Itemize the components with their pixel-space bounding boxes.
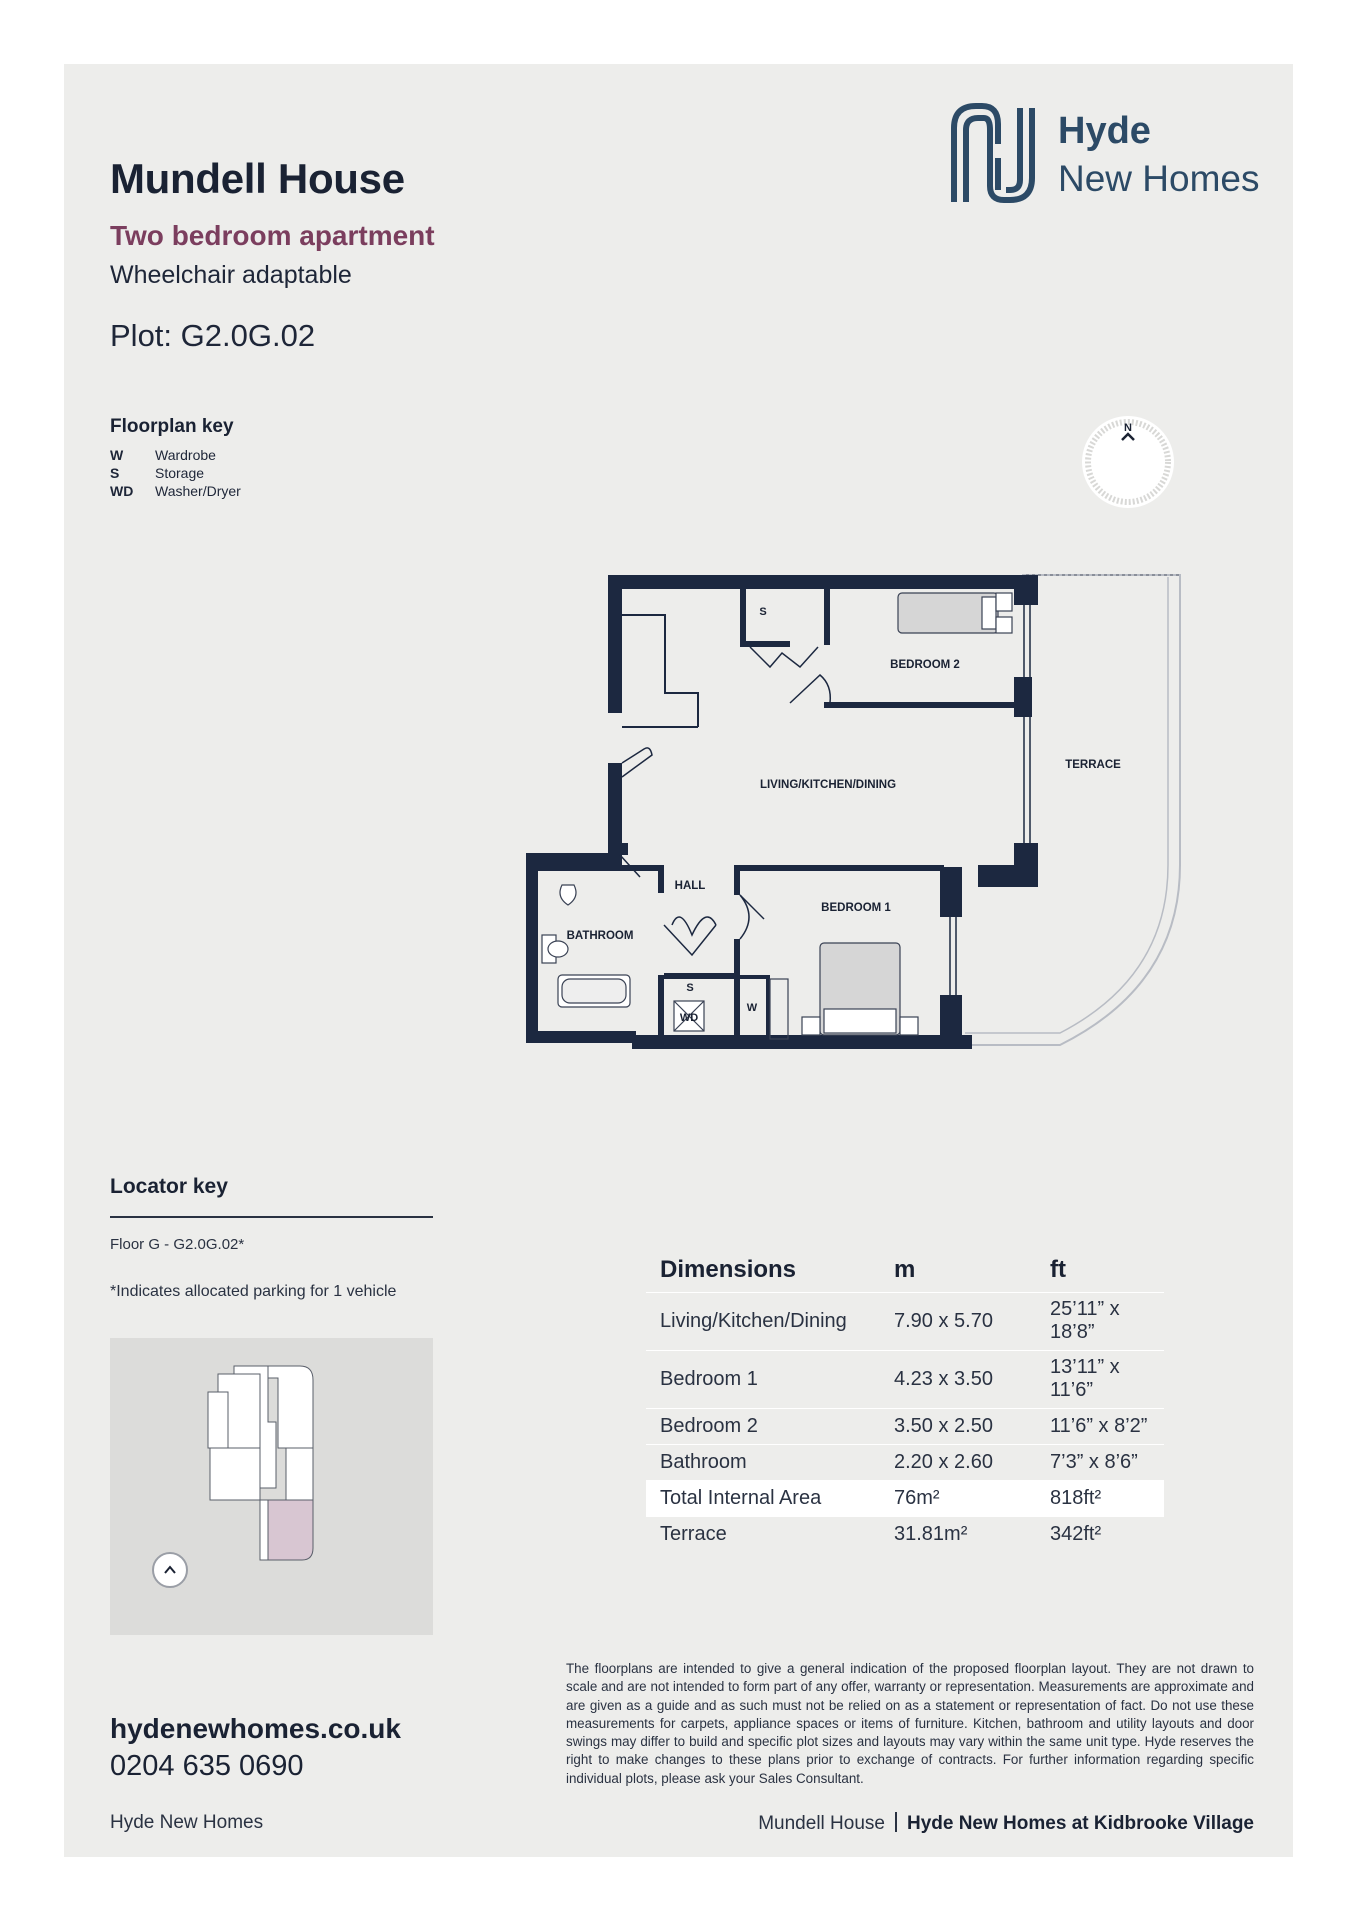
room-label-bathroom: BATHROOM [566, 930, 634, 942]
storage-mark-top: S [759, 606, 767, 618]
locator-floor-label: Floor G - G2.0G.02* [110, 1236, 245, 1253]
building-outline-diagram [110, 1338, 433, 1635]
disclaimer-text: The floorplans are intended to give a general indication of the proposed floorplan layout. They are not drawn to scale and are not intended to form part of any offer, warranty or representation. Measurements are approximate and are given as a guide and as such must not be relied on as a statement or representation of fact. Do not use these measurements for carpets, appliance spaces or items of furniture. Kitchen, bathroom and utility layouts and door swings may differ to build and specific plot sizes and layouts may vary within the same unit type. Hyde reserves the right to make changes to these plans prior to exchange of contracts. For further information regarding specific individual plots, please ask your Sales Consultant. [566, 1661, 1254, 1786]
wardrobe-unit [770, 979, 788, 1039]
table-row: Living/Kitchen/Dining 7.90 x 5.70 25’11” x 18’8” [646, 1293, 1164, 1351]
bathroom-fixtures [542, 885, 630, 1007]
washer-mark: WD [679, 1012, 699, 1024]
divider [110, 1216, 433, 1218]
compass-icon [1078, 412, 1178, 512]
table-row-total-area: Total Internal Area 76m² 818ft² [646, 1481, 1164, 1517]
dimensions-table [646, 1250, 1164, 1552]
footer-development: Mundell House Hyde New Homes at Kidbrooke Village [758, 1813, 1254, 1834]
footer-brand: Hyde New Homes [110, 1812, 264, 1833]
apartment-type: Two bedroom apartment [110, 220, 435, 251]
room-label-terrace: TERRACE [1065, 759, 1121, 771]
door-swings [620, 647, 830, 955]
table-row: Bedroom 2 3.50 x 2.50 11’6” x 8’2” [646, 1409, 1164, 1445]
room-label-living: LIVING/KITCHEN/DINING [759, 779, 897, 791]
bedroom-2-bed [898, 593, 1012, 633]
column-header-feet: ft [1050, 1256, 1066, 1283]
development-title: Mundell House [110, 155, 405, 202]
logo-wordmark-hyde: Hyde [1058, 110, 1151, 152]
website-link[interactable]: hydenewhomes.co.uk [110, 1713, 401, 1744]
locator-key-title: Locator key [110, 1175, 228, 1198]
table-row: Bedroom 1 4.23 x 3.50 13’11” x 11’6” [646, 1351, 1164, 1409]
accessibility-note: Wheelchair adaptable [110, 261, 352, 289]
footer-separator [895, 1812, 897, 1832]
storage-mark-hall: S [686, 982, 694, 994]
room-label-bedroom-1: BEDROOM 1 [821, 902, 891, 914]
hyde-logo-icon [940, 100, 1044, 210]
terrace-outline [965, 575, 1180, 1045]
table-header-row [646, 1250, 1164, 1293]
floorplan-key-title: Floorplan key [110, 416, 234, 437]
north-marker-icon [153, 1553, 187, 1587]
key-item-storage: S Storage [110, 465, 205, 481]
table-row: Bathroom 2.20 x 2.60 7’3” x 8’6” [646, 1445, 1164, 1481]
floorplan-diagram [520, 565, 1190, 1055]
key-item-wardrobe: W Wardrobe [110, 447, 216, 463]
compass-north-label: N [1124, 422, 1132, 434]
column-header-dimensions: Dimensions [660, 1256, 797, 1283]
locator-map [110, 1338, 433, 1635]
parking-note: *Indicates allocated parking for 1 vehicle [110, 1283, 397, 1300]
room-label-hall: HALL [674, 880, 706, 892]
column-header-metres: m [894, 1256, 916, 1283]
room-label-bedroom-2: BEDROOM 2 [890, 659, 960, 671]
logo-wordmark-new-homes: New Homes [1058, 158, 1260, 199]
key-item-washer-dryer: WD Washer/Dryer [110, 483, 241, 499]
wardrobe-mark: W [746, 1002, 758, 1014]
plot-number: Plot: G2.0G.02 [110, 318, 316, 353]
table-row: Terrace 31.81m² 342ft² [646, 1517, 1164, 1553]
bedroom-1-bed [802, 943, 918, 1035]
phone-number[interactable]: 0204 635 0690 [110, 1750, 304, 1782]
